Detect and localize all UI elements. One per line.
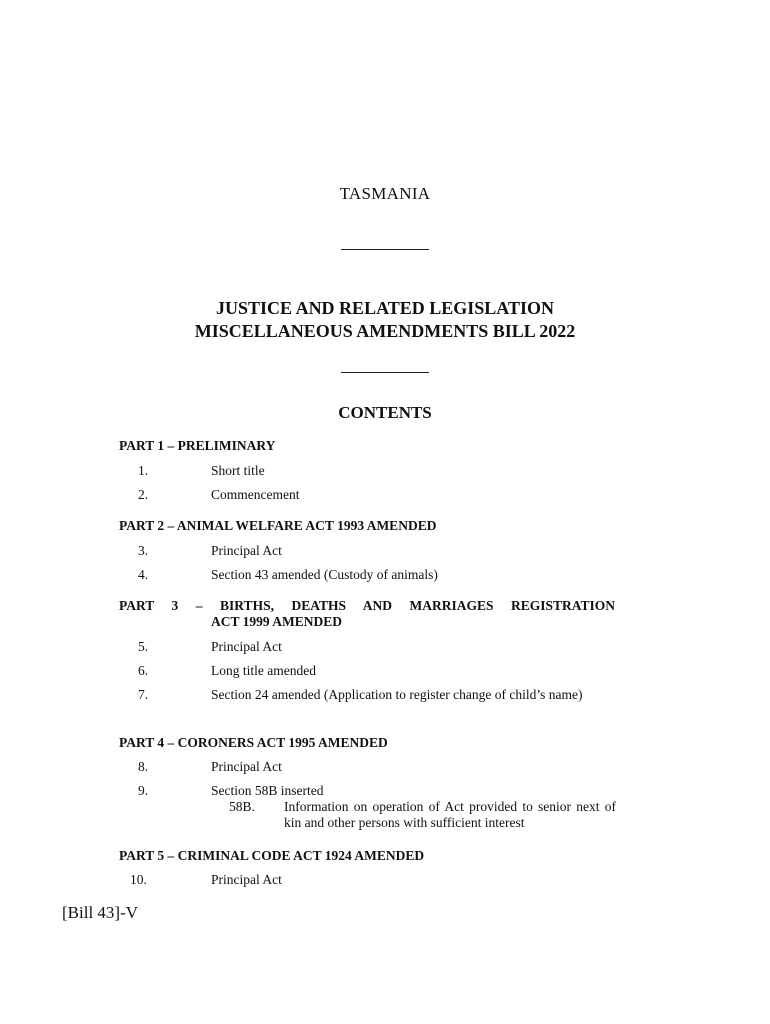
part-heading-3-line-2: ACT 1999 AMENDED: [211, 614, 343, 629]
toc-entry-text: Short title: [211, 463, 265, 478]
bill-title-line-2: MISCELLANEOUS AMENDMENTS BILL 2022: [194, 321, 576, 341]
toc-entry-number: 6.: [138, 663, 149, 678]
toc-entry-number: 4.: [138, 567, 149, 582]
toc-entry-text: Section 24 amended (Application to register change of child’s name): [211, 687, 583, 702]
part-heading-3: [119, 598, 615, 630]
toc-entry-number: 5.: [138, 639, 149, 654]
bill-title: [0, 297, 770, 343]
toc-entry-number: 3.: [138, 543, 149, 558]
toc-entry-number: 10.: [130, 872, 147, 887]
separator-rule: [341, 249, 429, 250]
toc-entry-text: Principal Act: [211, 543, 282, 558]
toc-entry-number: 2.: [138, 487, 149, 502]
toc-subentry-number: 58B.: [229, 799, 255, 814]
part-heading-4: PART 4 – CORONERS ACT 1995 AMENDED: [119, 735, 388, 750]
part-heading-2: PART 2 – ANIMAL WELFARE ACT 1993 AMENDED: [119, 518, 437, 533]
toc-entry-number: 8.: [138, 759, 149, 774]
toc-entry-text: Section 58B inserted: [211, 783, 324, 798]
toc-entry-text: Principal Act: [211, 872, 282, 887]
part-heading-3-line-1: PART 3 – BIRTHS, DEATHS AND MARRIAGES REGISTRATION: [119, 598, 615, 613]
part-heading-1: PART 1 – PRELIMINARY: [119, 438, 276, 453]
toc-entry-number: 1.: [138, 463, 149, 478]
toc-entry-text: Commencement: [211, 487, 300, 502]
separator-rule: [341, 372, 429, 373]
bill-reference: [Bill 43]-V: [62, 903, 139, 922]
jurisdiction-heading: TASMANIA: [339, 184, 431, 203]
part-heading-5: PART 5 – CRIMINAL CODE ACT 1924 AMENDED: [119, 848, 425, 863]
toc-entry-text: Principal Act: [211, 639, 282, 654]
toc-entry-number: 9.: [138, 783, 149, 798]
bill-title-line-1: JUSTICE AND RELATED LEGISLATION: [216, 298, 554, 318]
toc-entry-text: Section 43 amended (Custody of animals): [211, 567, 438, 582]
toc-entry-text: Principal Act: [211, 759, 282, 774]
toc-entry-text: Long title amended: [211, 663, 316, 678]
toc-subentry-text: Information on operation of Act provided to senior next of kin and other persons with sufficient interest: [284, 799, 616, 830]
toc-entry-number: 7.: [138, 687, 149, 702]
contents-heading: CONTENTS: [338, 403, 432, 422]
